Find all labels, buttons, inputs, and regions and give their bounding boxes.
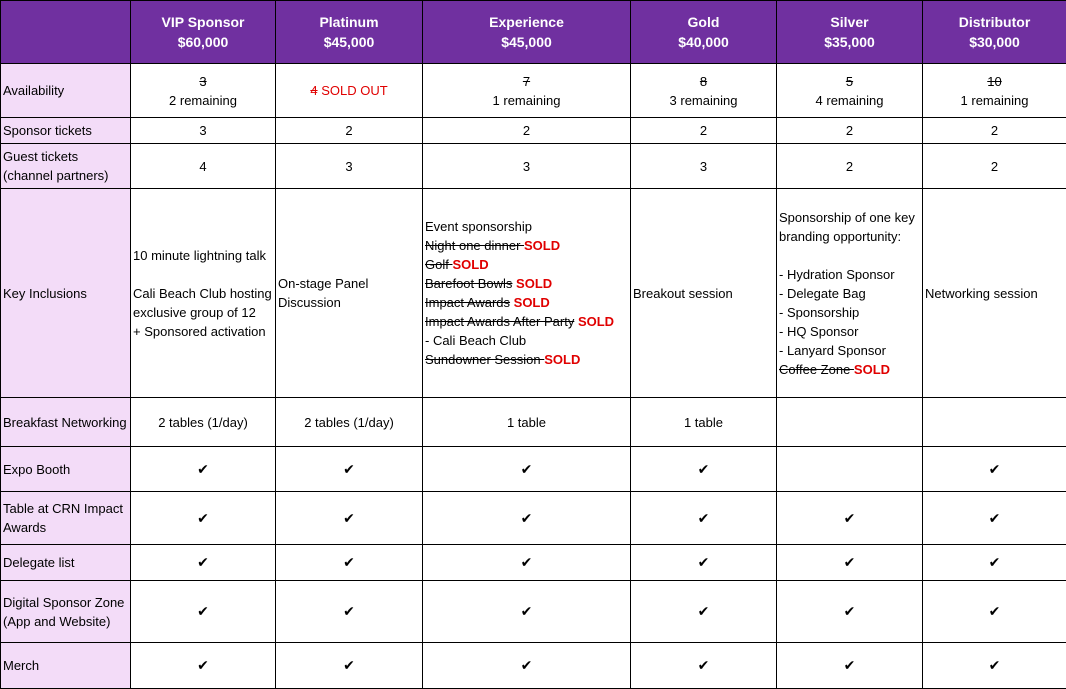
check-icon: ✔ <box>131 581 276 643</box>
check-icon: ✔ <box>423 581 631 643</box>
check-icon: ✔ <box>423 447 631 492</box>
availability-experience: 7 1 remaining <box>423 64 631 118</box>
key-inclusions-gold: Breakout session <box>631 189 777 398</box>
check-icon: ✔ <box>777 545 923 581</box>
expo-row <box>1 447 1066 492</box>
table-cell: 2 tables (1/day) <box>131 398 276 447</box>
check-icon: ✔ <box>423 492 631 545</box>
check-icon: ✔ <box>631 581 777 643</box>
check-icon: ✔ <box>423 545 631 581</box>
header-row <box>1 1 1066 64</box>
row-label-sponsor-tickets: Sponsor tickets <box>1 118 131 144</box>
table-cell <box>923 398 1066 447</box>
delegate-row <box>1 545 1066 581</box>
key-inclusions-experience: Event sponsorship Night one dinner SOLD Golf SOLD Barefoot Bowls SOLD Impact Awards SOLD Impact Awards After Party SOLD - Cali Beach Club Sundowner Session SOLD <box>423 189 631 398</box>
availability-gold: 8 3 remaining <box>631 64 777 118</box>
tier-header-vip: VIP Sponsor $60,000 <box>131 1 276 64</box>
empty-cell <box>777 447 923 492</box>
check-icon: ✔ <box>131 447 276 492</box>
check-icon: ✔ <box>276 492 423 545</box>
table-cell: 2 <box>923 118 1066 144</box>
check-icon: ✔ <box>923 492 1066 545</box>
tier-header-platinum: Platinum $45,000 <box>276 1 423 64</box>
table-cell: 4 <box>131 144 276 189</box>
sponsor-tickets-row <box>1 118 1066 144</box>
row-label-table-awards: Table at CRN Impact Awards <box>1 492 131 545</box>
table-cell: 1 table <box>423 398 631 447</box>
key-inclusions-platinum: On-stage Panel Discussion <box>276 189 423 398</box>
row-label-merch: Merch <box>1 643 131 689</box>
check-icon: ✔ <box>777 581 923 643</box>
table-cell <box>777 398 923 447</box>
tier-header-experience: Experience $45,000 <box>423 1 631 64</box>
check-icon: ✔ <box>131 492 276 545</box>
table-cell: 3 <box>423 144 631 189</box>
availability-row <box>1 64 1066 118</box>
table-cell: 2 <box>777 118 923 144</box>
availability-silver: 5 4 remaining <box>777 64 923 118</box>
table-cell: 3 <box>131 118 276 144</box>
table-cell: 2 <box>423 118 631 144</box>
check-icon: ✔ <box>276 581 423 643</box>
check-icon: ✔ <box>631 447 777 492</box>
row-label-expo: Expo Booth <box>1 447 131 492</box>
check-icon: ✔ <box>923 581 1066 643</box>
tier-header-distributor: Distributor $30,000 <box>923 1 1066 64</box>
digital-row <box>1 581 1066 643</box>
tier-header-silver: Silver $35,000 <box>777 1 923 64</box>
availability-vip: 3 2 remaining <box>131 64 276 118</box>
row-label-breakfast: Breakfast Networking <box>1 398 131 447</box>
row-label-key-inclusions: Key Inclusions <box>1 189 131 398</box>
check-icon: ✔ <box>276 643 423 689</box>
table-cell: 2 tables (1/day) <box>276 398 423 447</box>
table-cell: 2 <box>777 144 923 189</box>
check-icon: ✔ <box>923 447 1066 492</box>
check-icon: ✔ <box>276 447 423 492</box>
key-inclusions-silver: Sponsorship of one key branding opportunity: - Hydration Sponsor - Delegate Bag - Sponsorship - HQ Sponsor - Lanyard Sponsor Coffee Zone SOLD <box>777 189 923 398</box>
check-icon: ✔ <box>777 643 923 689</box>
check-icon: ✔ <box>131 545 276 581</box>
check-icon: ✔ <box>423 643 631 689</box>
table-awards-row <box>1 492 1066 545</box>
check-icon: ✔ <box>276 545 423 581</box>
check-icon: ✔ <box>631 643 777 689</box>
tier-header-gold: Gold $40,000 <box>631 1 777 64</box>
key-inclusions-row <box>1 189 1066 398</box>
row-label-guest-tickets: Guest tickets (channel partners) <box>1 144 131 189</box>
header-corner <box>1 1 131 64</box>
table-cell: 3 <box>631 144 777 189</box>
check-icon: ✔ <box>631 545 777 581</box>
merch-row <box>1 643 1066 689</box>
availability-distributor: 10 1 remaining <box>923 64 1066 118</box>
check-icon: ✔ <box>131 643 276 689</box>
table-cell: 1 table <box>631 398 777 447</box>
check-icon: ✔ <box>631 492 777 545</box>
key-inclusions-vip: 10 minute lightning talk Cali Beach Club hosting exclusive group of 12 + Sponsored activation <box>131 189 276 398</box>
table-cell: 3 <box>276 144 423 189</box>
table-cell: 2 <box>276 118 423 144</box>
table-cell: 2 <box>923 144 1066 189</box>
check-icon: ✔ <box>777 492 923 545</box>
row-label-delegate: Delegate list <box>1 545 131 581</box>
row-label-digital: Digital Sponsor Zone (App and Website) <box>1 581 131 643</box>
check-icon: ✔ <box>923 545 1066 581</box>
breakfast-row <box>1 398 1066 447</box>
guest-tickets-row <box>1 144 1066 189</box>
table-cell: 2 <box>631 118 777 144</box>
check-icon: ✔ <box>923 643 1066 689</box>
availability-platinum: 4 SOLD OUT <box>276 64 423 118</box>
key-inclusions-distributor: Networking session <box>923 189 1066 398</box>
row-label-availability: Availability <box>1 64 131 118</box>
